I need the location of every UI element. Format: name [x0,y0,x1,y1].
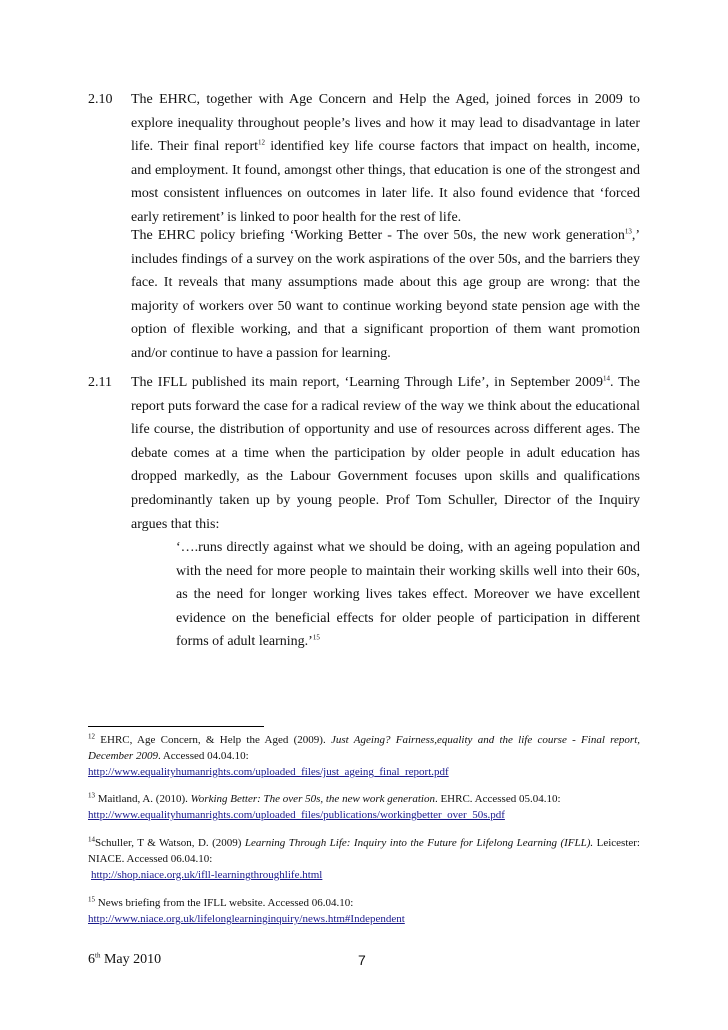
paragraph-text: The IFLL published its main report, ‘Learning Through Life’, in September 2009 [131,375,603,390]
footnote-ref-13[interactable]: 13 [624,227,632,236]
footnote-text: . EHRC. Accessed 05.04.10: [434,793,561,805]
footnote-ref-14[interactable]: 14 [602,374,610,383]
footnote-number: 12 [88,732,95,741]
footnote-12 [88,732,640,780]
footnote-text: Schuller, T & Watson, D. (2009) [95,837,245,849]
date-day: 6 [88,952,95,967]
section-paragraph-1 [131,88,640,230]
footnote-link[interactable]: http://www.equalityhumanrights.com/uploaded_files/publications/workingbetter_over_50s.pdf [88,809,505,821]
section-number: 2.10 [88,92,113,107]
footnote-text: Leicester: NIACE. Accessed 06.04.10: [88,837,640,865]
footnote-title: Just Ageing? Fairness,equality and the life course - Final report, December 2009 [88,734,641,762]
section-paragraph-2 [131,224,640,366]
footnote-separator [88,726,264,727]
section-number: 2.11 [88,375,112,390]
footnote-text: EHRC, Age Concern, & Help the Aged (2009). [95,734,331,746]
footnote-13 [88,791,640,823]
footnote-link[interactable]: http://shop.niace.org.uk/ifll-learningthroughlife.html [91,869,323,881]
paragraph-text: The EHRC policy briefing ‘Working Better - The over 50s, the new work generation [131,228,625,243]
quote-text: ‘….runs directly against what we should be doing, with an ageing population and with the need for more people to maintain their working skills well into their 60s, as the need for longer working lives takes effect. Moreover we have excellent evidence on the beneficial effects for older people of participation in different forms of adult learning.’ [176,540,640,650]
footnote-link[interactable]: http://www.equalityhumanrights.com/uploaded_files/just_ageing_final_report.pdf [88,766,449,778]
footnote-ref-12[interactable]: 12 [258,138,266,147]
date-suffix: th [95,951,101,960]
footnote-text: . Accessed 04.04.10: [157,750,249,762]
block-quote [176,536,640,654]
paragraph-text: ,’ includes findings of a survey on the work aspirations of the over 50s, and the barriers they face. It reveals that many assumptions made about this age group are wrong: that the majority of workers over 50 want to continue working beyond state pension age with the option of flexible working, and that a significant proportion of them want promotion and/or continue to have a passion for learning. [131,228,640,361]
paragraph-text: . The report puts forward the case for a radical review of the way we think about the educational life course, the distribution of opportunity and use of resources across different ages. The debate comes at a time when the participation by older people in adult education has dropped markedly, as the Labour Government focuses upon skills and qualifications predominantly taken up by young people. Prof Tom Schuller, Director of the Inquiry argues that this: [131,375,640,532]
footnote-title: Learning Through Life: Inquiry into the Future for Lifelong Learning (IFLL). [244,837,594,849]
footnote-text: News briefing from the IFLL website. Accessed 06.04.10: [95,897,354,909]
footnote-15 [88,895,640,927]
footnote-number: 14 [88,835,95,844]
date-rest: May 2010 [100,952,162,967]
page-number: 7 [358,952,366,968]
footnote-text: Maitland, A. (2010). [95,793,191,805]
footnote-link[interactable]: http://www.niace.org.uk/lifelonglearninginquiry/news.htm#Independent [88,913,405,925]
footnote-title: Working Better: The over 50s, the new work generation [190,793,435,805]
paragraph-text: The EHRC, together with Age Concern and Help the Aged, joined forces in 2009 to explore inequality throughout people’s lives and how it may lead to disadvantage in later life. Their final report [131,92,640,155]
footnote-ref-15[interactable]: 15 [312,633,320,642]
paragraph-text: identified key life course factors that impact on health, income, and employment. It found, amongst other things, that education is one of the strongest and most consistent influences on outcomes in later life. It also found evidence that ‘forced early retirement’ is linked to poor health for the rest of life. [131,139,640,225]
footnote-number: 13 [88,791,95,800]
footer-date [88,952,161,968]
section-paragraph-1 [131,371,640,536]
footnote-number: 15 [88,895,95,904]
footnote-14 [88,835,640,883]
